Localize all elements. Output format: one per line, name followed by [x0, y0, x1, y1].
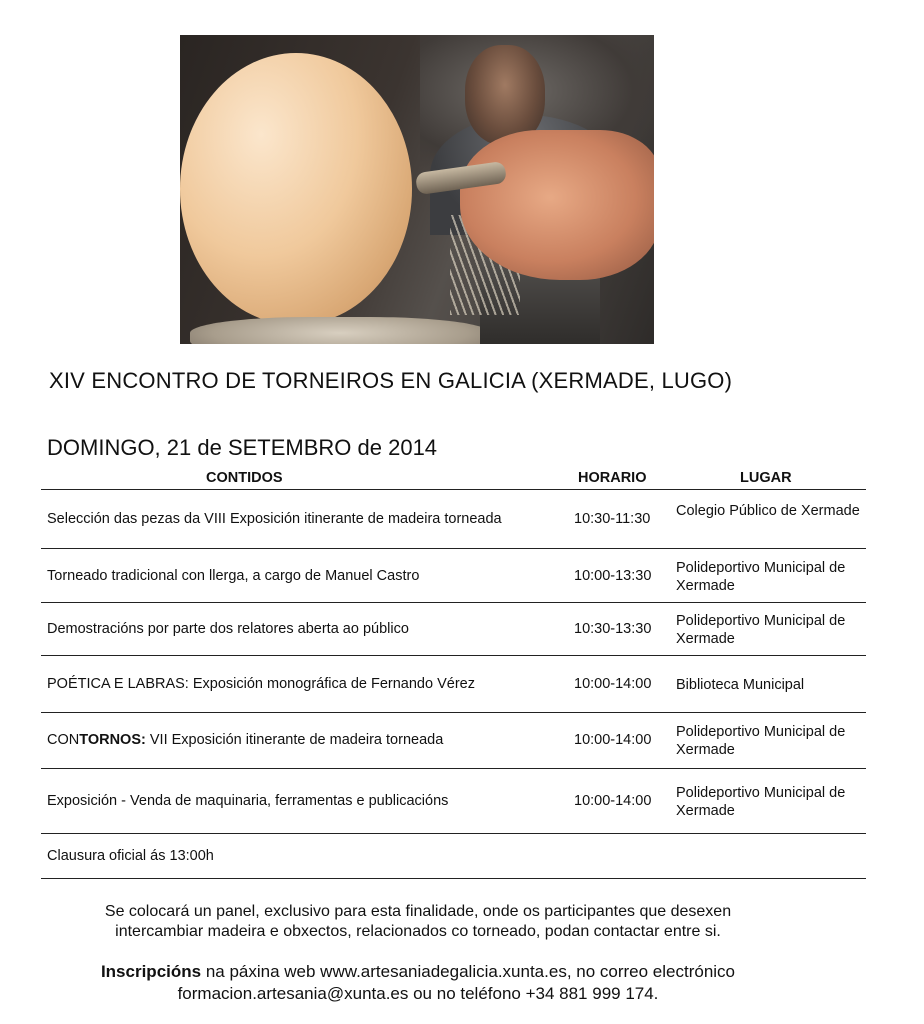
note-line: Se colocará un panel, exclusivo para esta finalidade, onde os participantes que desexen	[104, 903, 732, 920]
table-row-time: 10:30-11:30	[574, 511, 651, 527]
table-row-content: Exposición - Venda de maquinaria, ferramentas e publicacións	[47, 793, 449, 809]
divider	[41, 712, 866, 713]
divider	[41, 489, 866, 490]
note-line: intercambiar madeira e obxectos, relacionados co torneado, podan contactar entre si.	[115, 923, 721, 940]
table-row-place: Polideportivo Municipal de Xermade	[676, 724, 846, 758]
divider	[41, 878, 866, 879]
table-row-content: Selección das pezas da VIII Exposición itinerante de madeira torneada	[47, 511, 502, 527]
header-contidos: CONTIDOS	[206, 470, 283, 486]
table-row-place: Polideportivo Municipal de Xermade	[676, 785, 846, 819]
inscriptions-line: Inscripcións na páxina web www.artesaniadegalicia.xunta.es, no correo electrónico	[100, 962, 736, 981]
event-title: XIV ENCONTRO DE TORNEIROS EN GALICIA (XERMADE, LUGO)	[49, 368, 733, 393]
table-row-place: Colegio Público de Xermade	[676, 503, 860, 519]
divider	[41, 548, 866, 549]
divider	[41, 655, 866, 656]
table-row-content: POÉTICA E LABRAS: Exposición monográfica de Fernando Vérez	[47, 676, 475, 692]
table-row-time: 10:00-14:00	[574, 732, 652, 748]
table-row-place: Biblioteca Municipal	[676, 677, 805, 693]
table-row-content: Demostracións por parte dos relatores aberta ao público	[47, 621, 409, 637]
event-date: DOMINGO, 21 de SETEMBRO de 2014	[47, 435, 438, 460]
table-row-time: 10:00-14:00	[574, 676, 652, 692]
table-row-time: 10:00-14:00	[574, 793, 652, 809]
table-row-content: Clausura oficial ás 13:00h	[47, 848, 214, 864]
wood-turning-photo	[180, 35, 654, 344]
table-row-place: Polideportivo Municipal de Xermade	[676, 613, 846, 647]
table-row-place: Polideportivo Municipal de Xermade	[676, 560, 846, 594]
table-row-content: Torneado tradicional con llerga, a cargo de Manuel Castro	[47, 568, 420, 584]
table-row-content: CONTORNOS: VII Exposición itinerante de madeira torneada	[47, 732, 444, 748]
divider	[41, 833, 866, 834]
inscriptions-contact: formacion.artesania@xunta.es ou no teléfono +34 881 999 174.	[177, 984, 659, 1003]
table-row-time: 10:00-13:30	[574, 568, 652, 584]
table-row-time: 10:30-13:30	[574, 621, 652, 637]
header-lugar: LUGAR	[740, 470, 792, 486]
divider	[41, 768, 866, 769]
divider	[41, 602, 866, 603]
header-horario: HORARIO	[578, 470, 647, 486]
inscriptions-label: Inscripcións	[100, 962, 202, 981]
